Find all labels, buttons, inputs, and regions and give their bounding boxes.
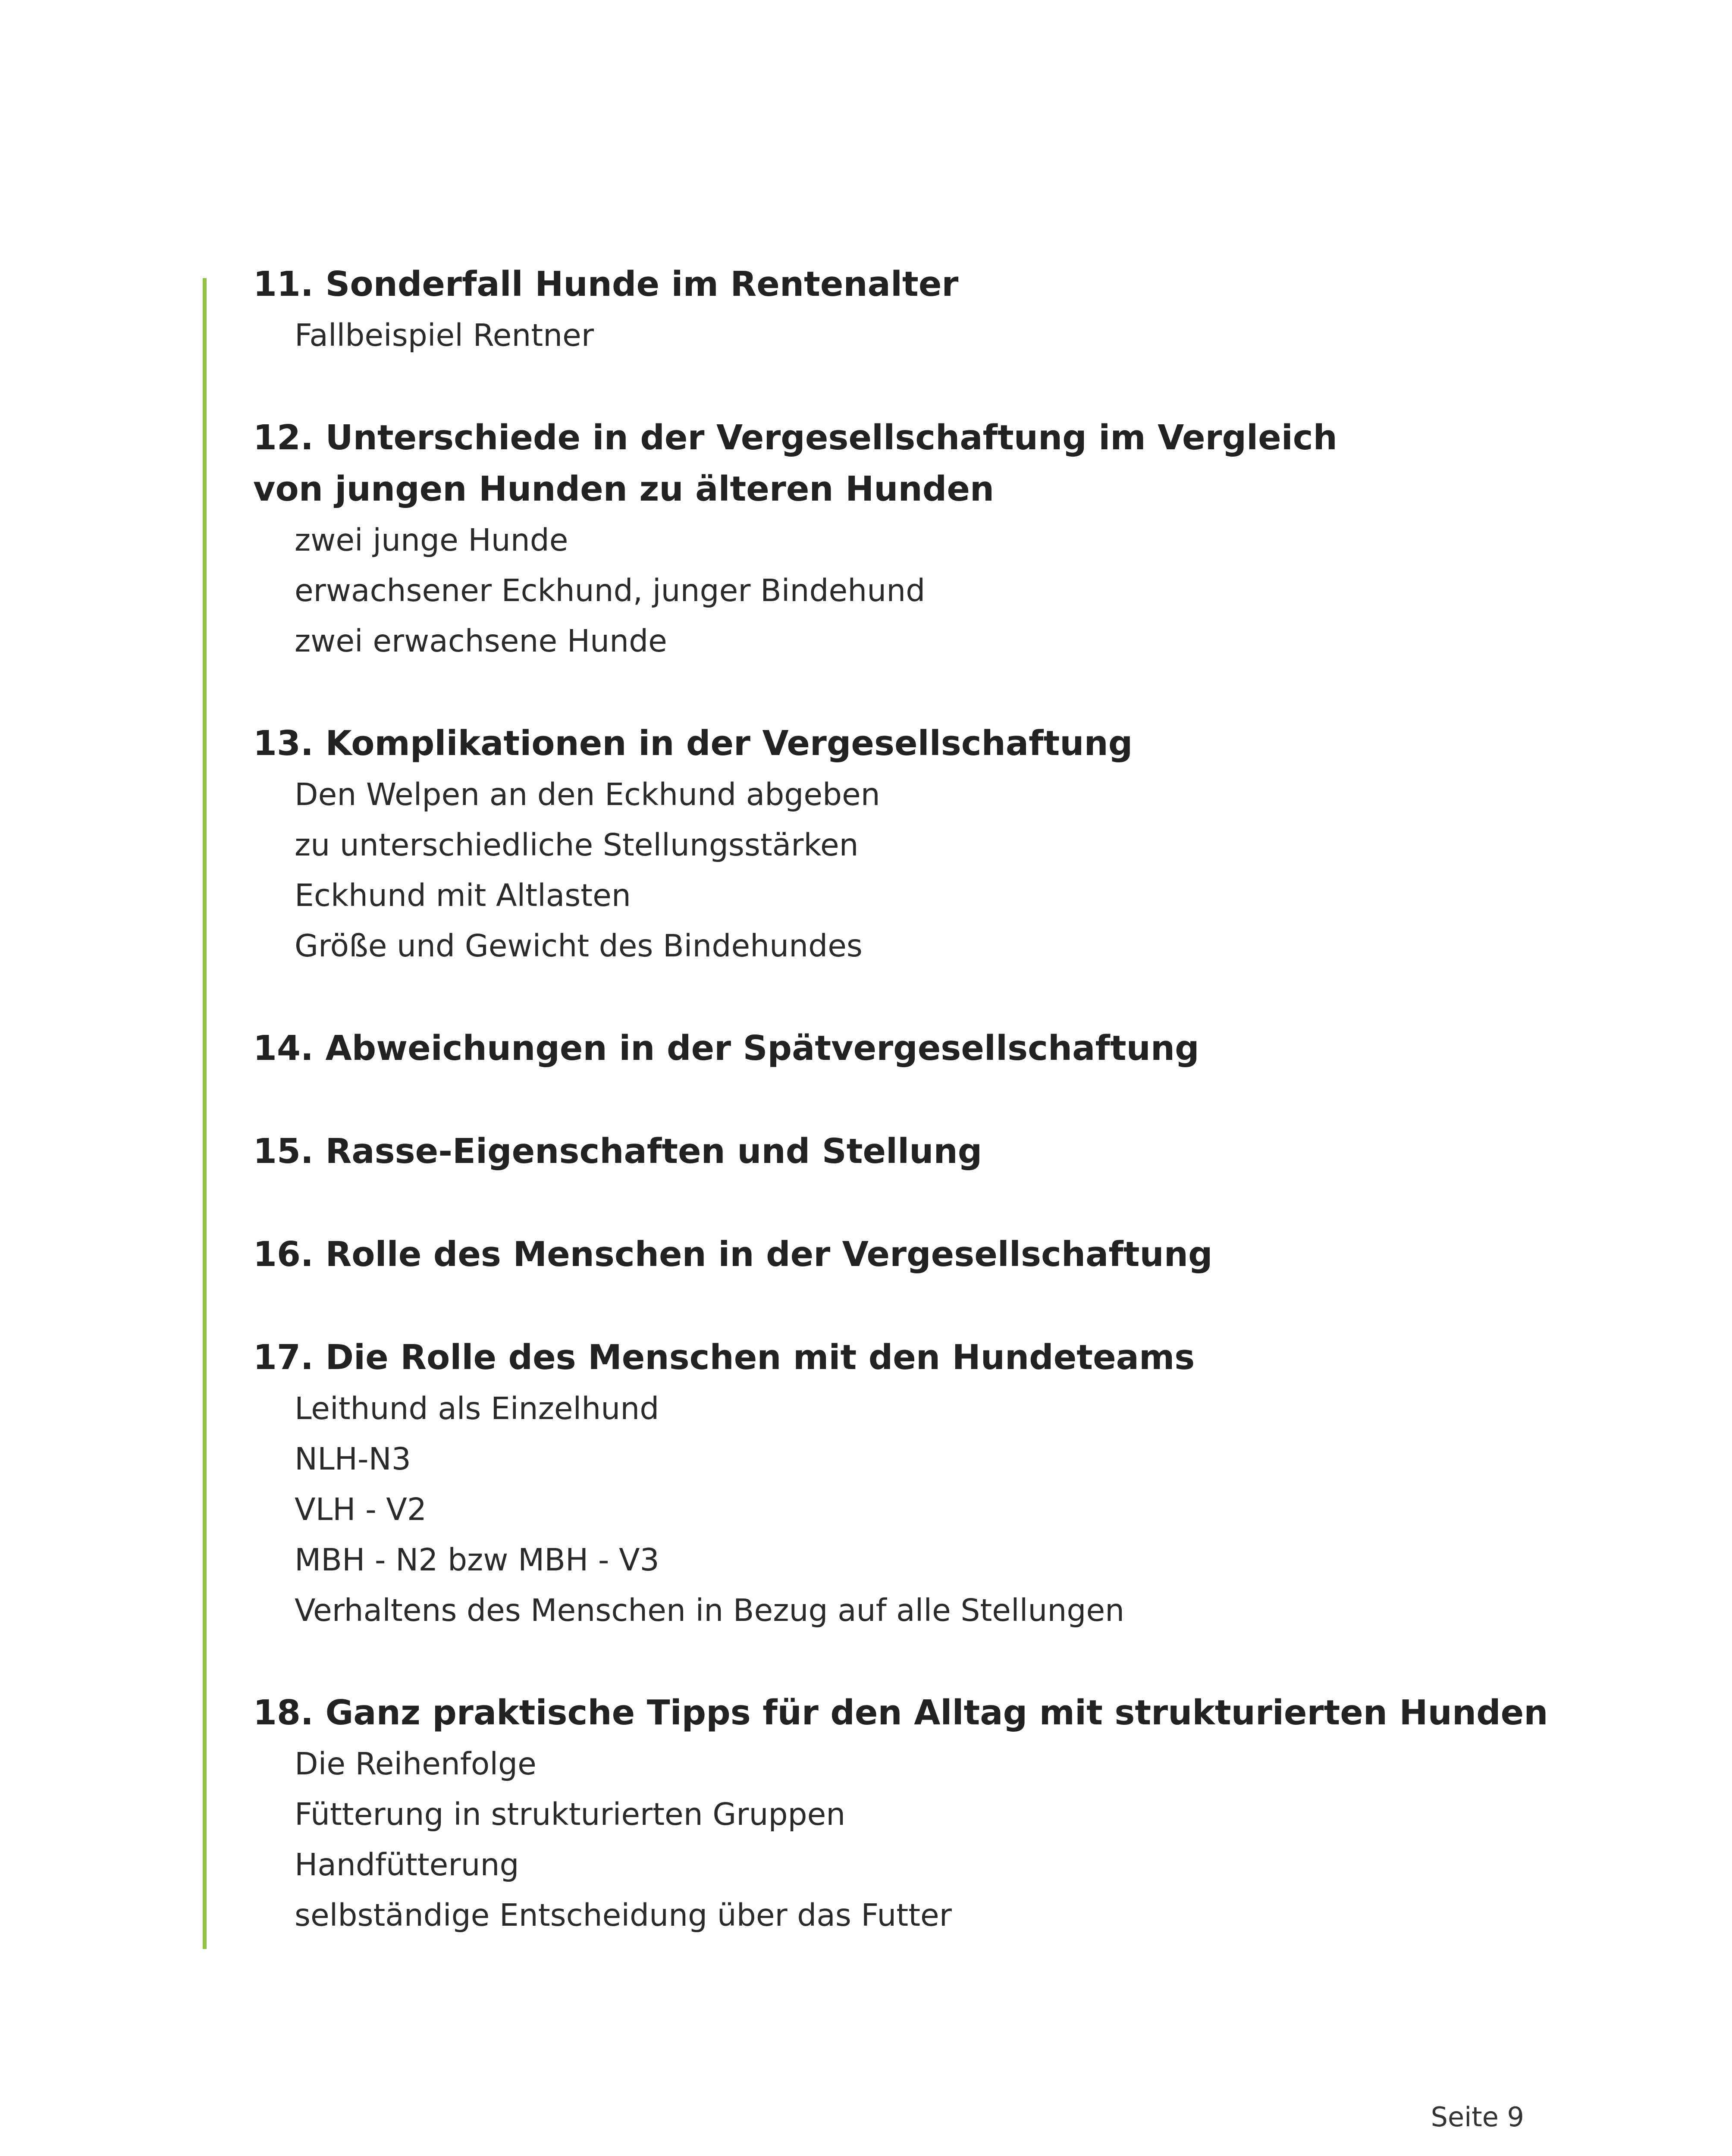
sub-item[interactable]: Die Reihenfolge <box>295 1746 537 1782</box>
sub-item[interactable]: selbständige Entscheidung über das Futter <box>295 1897 952 1933</box>
sub-item[interactable]: Leithund als Einzelhund <box>295 1391 659 1426</box>
sub-item[interactable]: erwachsener Eckhund, junger Bindehund <box>295 573 926 608</box>
section-title[interactable]: 15. Rasse-Eigenschaften und Stellung <box>253 1131 982 1171</box>
section-title[interactable]: 11. Sonderfall Hunde im Rentenalter <box>253 264 959 304</box>
toc-section-18 <box>253 1687 1633 1940</box>
sub-item[interactable]: Verhaltens des Menschen in Bezug auf alle Stellungen <box>295 1592 1125 1628</box>
section-title[interactable]: 12. Unterschiede in der Vergesellschaftung im Vergleich von jungen Hunden zu älteren Hunden <box>253 418 1337 509</box>
sub-item[interactable]: Fütterung in strukturierten Gruppen <box>295 1796 846 1832</box>
sub-item[interactable]: Größe und Gewicht des Bindehundes <box>295 928 863 964</box>
toc-section-15 <box>253 1126 1633 1177</box>
section-title[interactable]: 16. Rolle des Menschen in der Vergesellschaftung <box>253 1235 1213 1274</box>
toc-section-11 <box>253 259 1633 360</box>
sub-item[interactable]: Eckhund mit Altlasten <box>295 877 631 913</box>
page-number: Seite 9 <box>1431 2101 1524 2133</box>
toc-section-14 <box>253 1023 1633 1074</box>
toc-section-12 <box>253 412 1633 666</box>
sub-item[interactable]: VLH - V2 <box>295 1492 427 1527</box>
sub-item[interactable]: zwei junge Hunde <box>295 522 568 558</box>
section-title[interactable]: 18. Ganz praktische Tipps für den Alltag mit strukturierten Hunden <box>253 1693 1548 1733</box>
sub-item[interactable]: zwei erwachsene Hunde <box>295 623 667 659</box>
sub-item[interactable]: Handfütterung <box>295 1847 519 1883</box>
table-of-contents <box>253 259 1633 1992</box>
sub-item[interactable]: NLH-N3 <box>295 1441 411 1477</box>
accent-bar <box>203 278 207 1949</box>
section-title[interactable]: 13. Komplikationen in der Vergesellschaftung <box>253 724 1133 763</box>
section-title[interactable]: 17. Die Rolle des Menschen mit den Hundeteams <box>253 1338 1195 1377</box>
sub-item[interactable]: zu unterschiedliche Stellungsstärken <box>295 827 859 863</box>
section-title[interactable]: 14. Abweichungen in der Spätvergesellschaftung <box>253 1028 1199 1068</box>
toc-section-17 <box>253 1332 1633 1636</box>
toc-section-13 <box>253 718 1633 971</box>
toc-section-16 <box>253 1229 1633 1280</box>
sub-item[interactable]: Den Welpen an den Eckhund abgeben <box>295 777 880 812</box>
sub-item[interactable]: Fallbeispiel Rentner <box>295 317 594 353</box>
sub-item[interactable]: MBH - N2 bzw MBH - V3 <box>295 1542 659 1578</box>
